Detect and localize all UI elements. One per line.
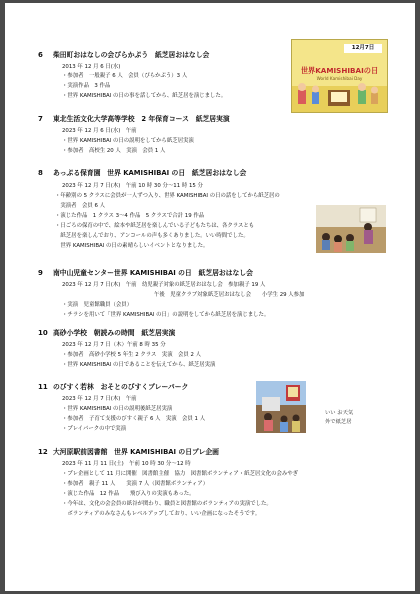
entry-title: 高砂小学校 朝読みの時間 紙芝居実演 — [53, 329, 176, 337]
entry-line: ・参加者 一般親子 6 人 会員（ぴらかぷう）3 人 — [62, 73, 188, 79]
entry-number: 6 — [38, 51, 43, 59]
nursery-storytelling-photo — [316, 205, 386, 253]
entry-number: 9 — [38, 269, 43, 277]
entry-line: 2023 年 11 月 11 日(土) 午前 10 時 30 分～12 時 — [62, 461, 191, 467]
entry-line: ・演じた作品 12 作品 飛び入りの実演もあった。 — [62, 491, 195, 497]
entry-line: ・チラシを用いて「世界 KAMISHIBAI の日」の説明をしてから紙芝居を演じました。 — [62, 312, 270, 318]
poster-date-label: 12月7日 — [344, 44, 382, 53]
entry-line: 2013 年 12 月 6 日(水) — [62, 64, 121, 70]
entry-title: 東北生活文化大学高等学校 2 年保育コース 紙芝居実演 — [53, 115, 230, 123]
entry-title: 大河原駅前図書館 世界 KAMISHIBAI の日プレ企画 — [53, 448, 219, 456]
entry-number: 11 — [38, 383, 48, 391]
photo-scene — [316, 205, 386, 253]
entry-line: 2023 年 12 月 7 日（木）午前 8 時 35 分 — [62, 342, 166, 348]
entry-title: 柴田町おはなしの会ぴらかぷう 紙芝居おはなし会 — [53, 51, 210, 59]
entry-line: ・世界 KAMISHIBAI の日の説明後紙芝居実演 — [62, 406, 173, 412]
entry-line: ・参加者 高砂小学校 5 年生 2 クラス 実演 会員 2 人 — [62, 352, 202, 358]
entry-line: ・実演 児童館職員（会員） — [62, 302, 133, 308]
photo-scene — [256, 381, 306, 433]
entry-line: 2023 年 12 月 7 日(木) 午前 — [62, 396, 137, 402]
entry-line: 午後 児童クラブ対象紙芝居おはなし会 小学生 29 人参加 — [154, 292, 305, 298]
entry-line: ・参加者 高校生 20 人 実演 会員 1 人 — [62, 148, 166, 154]
entry-line: ・参加者 子育て支援のびすく親子 6 人 実演 会員 1 人 — [62, 416, 206, 422]
entry-line: 世界 KAMISHIBAI の日の素晴らしいイベントとなりました。 — [55, 243, 209, 249]
entry-line: ・世界 KAMISHIBAI の日であることを伝えてから、紙芝居実演 — [62, 362, 216, 368]
entry-line: ・今年は、文化の会会員の紙谷が関わり、職員と図書館のボランティアの実演でした。 — [62, 501, 272, 507]
entry-title: のびすく若林 おそとのびすくプレーパーク — [53, 383, 189, 391]
entry-title: あっぷる保育園 世界 KAMISHIBAI の日 紙芝居おはなし会 — [53, 169, 247, 177]
kamishibai-day-poster — [291, 39, 388, 113]
entry-line: ・参加者 親子 11 人 実演 7 人（図書館ボランティア） — [62, 481, 209, 487]
entry-line: 2023 年 12 月 7 日(木) 午前 幼児親子対象の紙芝居おはなし会 参加親子 19 人 — [62, 282, 266, 288]
entry-line: ・世界 KAMISHIBAI の日の説明をしてから紙芝居実演 — [62, 138, 194, 144]
entry-line: 2023 年 12 月 7 日(木) 午前 10 時 30 分～11 時 15 分 — [62, 183, 203, 189]
entry-line: 2023 年 12 月 6 日(水) 午前 — [62, 128, 137, 134]
entry-line: ・プレ企画として 11 月に開催 図書館主催 協力 図書館ボランティア・紙芝居文化の会みやぎ — [62, 471, 299, 477]
entry-number: 10 — [38, 329, 48, 337]
entry-line: 実演者 会員 6 人 — [55, 203, 105, 209]
entry-number: 12 — [38, 448, 48, 456]
photo-caption: 外で紙芝居 — [325, 419, 352, 425]
poster-title: 世界KAMISHIBAIの日 — [300, 66, 379, 75]
entry-number: 8 — [38, 169, 43, 177]
entry-line: ・プレイパークの中で実演 — [62, 426, 127, 432]
document-page — [5, 3, 415, 591]
photo-caption: いい お天気 — [325, 410, 354, 416]
entry-line: ・日ごろの保育の中で、絵本や紙芝居を楽しんでいる子どもたちは、各クラスとも — [55, 223, 255, 229]
entry-line: ・世界 KAMISHIBAI の日の事を話してから、紙芝居を演じました。 — [62, 93, 227, 99]
entry-line: ・演じた作品 1 クラス 3～4 作品 5 クラスで合計 19 作品 — [55, 213, 205, 219]
entry-number: 7 — [38, 115, 43, 123]
outdoor-kamishibai-photo — [256, 381, 306, 433]
entry-line: ボランティアのみなさんもレベルアップしており、いい企画になったそうです。 — [62, 511, 261, 517]
entry-line: ・年齢別の 5 クラスに会員が一人ずつ入り、世界 KAMISHIBAI の日の話をしてから紙芝居の — [55, 193, 280, 199]
entry-title: 南中山児童センター世界 KAMISHIBAI の日 紙芝居おはなし会 — [53, 269, 253, 277]
entry-line: 紙芝居を楽しんでおり、アンコールの声も多くありました。いい時間でした。 — [55, 233, 249, 239]
poster-subtitle: World Kamishibai Day — [316, 76, 363, 81]
entry-line: ・実演作品 3 作品 — [62, 83, 111, 89]
